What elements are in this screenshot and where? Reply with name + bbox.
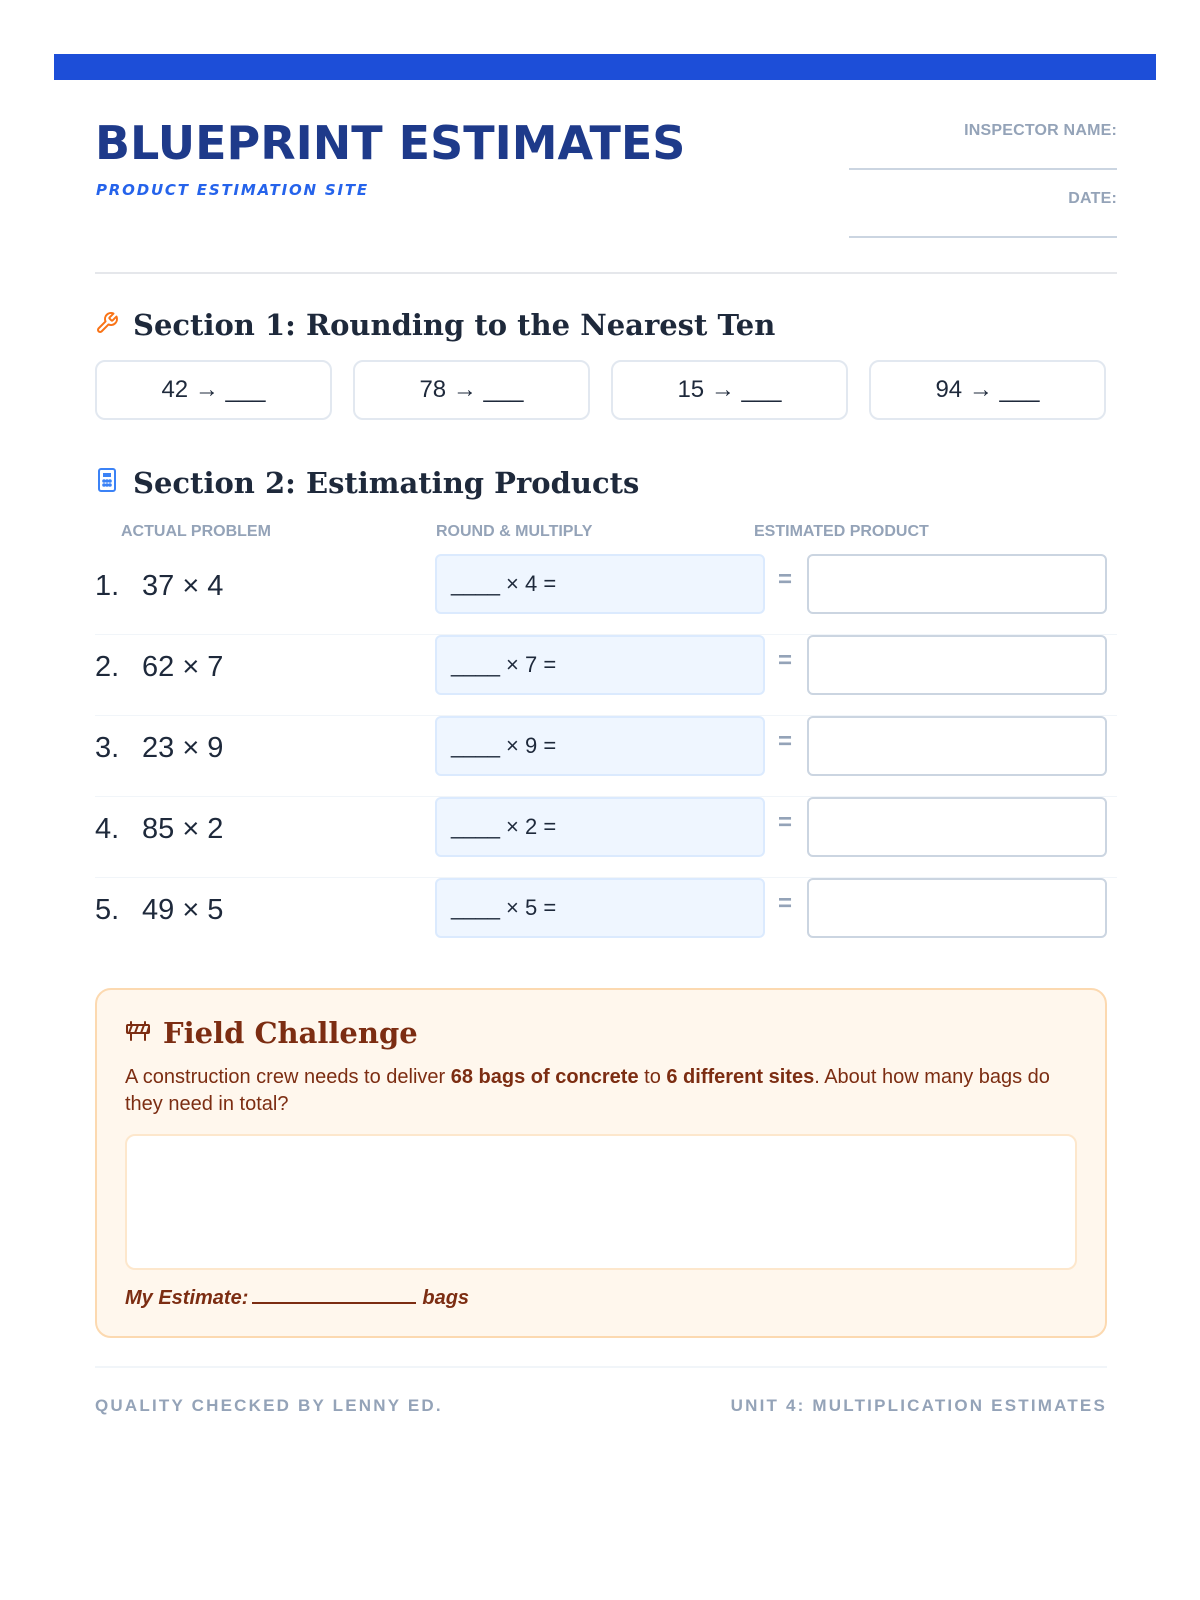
worksheet-subtitle: PRODUCT ESTIMATION SITE bbox=[96, 181, 369, 199]
date-field[interactable] bbox=[849, 208, 1117, 238]
round-multiply-field[interactable]: ____ × 9 = bbox=[435, 716, 765, 776]
col-header-estimated: ESTIMATED PRODUCT bbox=[754, 523, 929, 540]
section-1-heading bbox=[95, 308, 1117, 342]
date-label: DATE: bbox=[1068, 190, 1117, 207]
field-challenge-card bbox=[95, 988, 1107, 1338]
inspector-name-label: INSPECTOR NAME: bbox=[964, 122, 1117, 139]
footer-right: UNIT 4: MULTIPLICATION ESTIMATES bbox=[730, 1396, 1107, 1415]
calculator-icon bbox=[95, 466, 119, 500]
construction-barrier-icon bbox=[125, 1016, 151, 1050]
estimated-product-field[interactable] bbox=[807, 878, 1107, 938]
round-multiply-field[interactable]: ____ × 5 = bbox=[435, 878, 765, 938]
challenge-title: Field Challenge bbox=[163, 1016, 418, 1050]
prompt-bold-sites: 6 different sites bbox=[666, 1066, 815, 1088]
estimate-unit: bags bbox=[422, 1287, 470, 1309]
problem-number: 5. bbox=[95, 894, 120, 926]
equals-sign: = bbox=[778, 566, 793, 593]
rounding-item-2[interactable]: 78 → ___ bbox=[353, 360, 590, 420]
problem-expression: 49 × 5 bbox=[142, 894, 224, 926]
equals-sign: = bbox=[778, 890, 793, 917]
problem-row-3 bbox=[95, 716, 1117, 797]
wrench-icon bbox=[95, 308, 119, 342]
challenge-prompt bbox=[125, 1064, 1077, 1118]
problem-expression: 37 × 4 bbox=[142, 570, 224, 602]
problem-number: 4. bbox=[95, 813, 120, 845]
column-headers bbox=[95, 514, 1117, 554]
equals-sign: = bbox=[778, 809, 793, 836]
problem-expression: 23 × 9 bbox=[142, 732, 224, 764]
estimate-label: My Estimate: bbox=[125, 1287, 249, 1309]
problem-row-4 bbox=[95, 797, 1117, 878]
section-1-title: Section 1: Rounding to the Nearest Ten bbox=[133, 308, 776, 342]
problem-number: 3. bbox=[95, 732, 120, 764]
problem-row-1 bbox=[95, 554, 1117, 635]
worksheet-footer bbox=[95, 1366, 1107, 1416]
col-header-round: ROUND & MULTIPLY bbox=[436, 523, 593, 540]
estimated-product-field[interactable] bbox=[807, 797, 1107, 857]
header-meta bbox=[849, 122, 1117, 258]
challenge-heading bbox=[125, 1016, 1077, 1050]
problem-row-5 bbox=[95, 878, 1117, 958]
equals-sign: = bbox=[778, 728, 793, 755]
inspector-name-field[interactable] bbox=[849, 140, 1117, 170]
rounding-problems bbox=[95, 360, 1117, 420]
estimated-product-field[interactable] bbox=[807, 554, 1107, 614]
challenge-work-area[interactable] bbox=[125, 1134, 1077, 1270]
problem-row-2 bbox=[95, 635, 1117, 716]
prompt-text: to bbox=[638, 1066, 667, 1088]
worksheet-header bbox=[95, 80, 1117, 274]
footer-left: QUALITY CHECKED BY LENNY ED. bbox=[95, 1396, 443, 1415]
top-accent-bar bbox=[54, 54, 1156, 80]
prompt-text: A construction crew needs to deliver bbox=[125, 1066, 451, 1088]
worksheet-title: BLUEPRINT ESTIMATES bbox=[95, 116, 686, 170]
prompt-bold-quantity: 68 bags of concrete bbox=[450, 1066, 639, 1088]
section-2-heading bbox=[95, 466, 1117, 500]
problem-list bbox=[95, 554, 1117, 958]
round-multiply-field[interactable]: ____ × 7 = bbox=[435, 635, 765, 695]
equals-sign: = bbox=[778, 647, 793, 674]
rounding-item-1[interactable]: 42 → ___ bbox=[95, 360, 332, 420]
estimate-blank[interactable] bbox=[252, 1284, 416, 1304]
prompt-text: . About how many bags do they need in total? bbox=[125, 1066, 1050, 1115]
estimated-product-field[interactable] bbox=[807, 635, 1107, 695]
problem-expression: 85 × 2 bbox=[142, 813, 224, 845]
round-multiply-field[interactable]: ____ × 4 = bbox=[435, 554, 765, 614]
header-divider bbox=[95, 272, 1117, 274]
col-header-actual: ACTUAL PROBLEM bbox=[121, 523, 271, 540]
section-2-title: Section 2: Estimating Products bbox=[133, 466, 640, 500]
my-estimate-line bbox=[125, 1284, 1077, 1310]
worksheet-page bbox=[95, 80, 1117, 958]
rounding-item-4[interactable]: 94 → ___ bbox=[869, 360, 1106, 420]
estimated-product-field[interactable] bbox=[807, 716, 1107, 776]
problem-number: 1. bbox=[95, 570, 120, 602]
rounding-item-3[interactable]: 15 → ___ bbox=[611, 360, 848, 420]
problem-number: 2. bbox=[95, 651, 120, 683]
problem-expression: 62 × 7 bbox=[142, 651, 224, 683]
round-multiply-field[interactable]: ____ × 2 = bbox=[435, 797, 765, 857]
